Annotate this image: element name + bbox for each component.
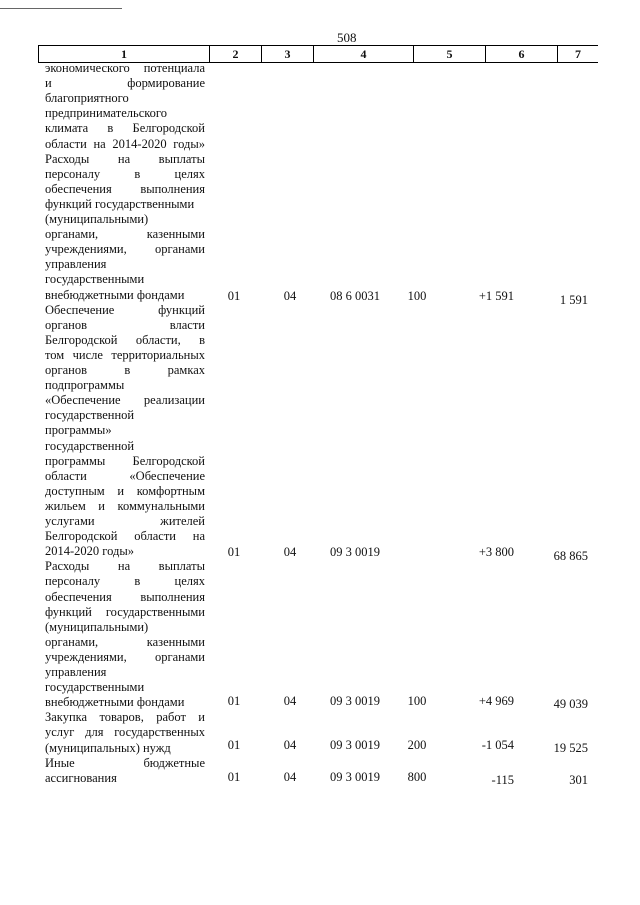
description-line: Закупка товаров, работ и (45, 710, 205, 725)
description-line: том числе территориальных (45, 347, 205, 362)
description-line: «Обеспечение реализации (45, 393, 205, 408)
description-line: программы Белгородской (45, 453, 205, 468)
row-2-col-6: +3 800 (478, 545, 514, 559)
description-line: органов власти (45, 317, 205, 332)
row-1-col-5: 100 (407, 289, 427, 303)
description-line: функций государственными (45, 604, 205, 619)
header-col-6: 6 (486, 46, 558, 62)
row-5-col-5: 800 (407, 770, 427, 784)
description-line: благоприятного (45, 91, 129, 106)
row-4-col-2: 01 (227, 738, 241, 752)
description-line: предпринимательского (45, 106, 167, 121)
description-line: доступным и комфортным (45, 483, 205, 498)
row-2-col-4: 09 3 0019 (330, 545, 380, 559)
row-4-col-6: -1 054 (481, 738, 514, 752)
description-line: персоналу в целях (45, 166, 205, 181)
description-line: государственными (45, 272, 145, 287)
row-5-col-3: 04 (283, 770, 297, 784)
description-line: услугами жителей (45, 514, 205, 528)
description-line: жильем и коммунальными (45, 498, 205, 513)
description-line: климата в Белгородской (45, 121, 205, 136)
row-5-col-4: 09 3 0019 (330, 770, 380, 784)
row-1-col-4: 08 6 0031 (330, 289, 380, 303)
description-line: Обеспечение функций (45, 302, 205, 317)
description-line: учреждениями, органами (45, 649, 205, 664)
top-rule (0, 8, 122, 9)
row-4-col-5: 200 (407, 738, 427, 752)
description-line: управления (45, 257, 107, 272)
description-line: Белгородской области, в (45, 332, 205, 347)
row-4-col-3: 04 (283, 738, 297, 752)
description-line: государственной (45, 438, 135, 453)
row-3-col-5: 100 (407, 694, 427, 708)
description-line: государственными (45, 680, 145, 695)
row-1-col-2: 01 (227, 289, 241, 303)
description-line: подпрограммы (45, 378, 125, 393)
description-line: Расходы на выплаты (45, 559, 205, 574)
header-col-4: 4 (314, 46, 414, 62)
description-line: органов в рамках (45, 363, 205, 377)
row-2-col-3: 04 (283, 545, 297, 559)
description-line: (муниципальными) (45, 619, 149, 634)
description-line: обеспечения выполнения (45, 589, 205, 604)
header-col-1: 1 (38, 46, 210, 62)
header-col-3: 3 (262, 46, 314, 62)
description-line: управления (45, 665, 107, 679)
description-line: органами, казенными (45, 227, 205, 242)
row-3-col-3: 04 (283, 694, 297, 708)
row-2-col-7: 68 865 (553, 549, 588, 563)
row-2-col-2: 01 (227, 545, 241, 559)
row-3-col-6: +4 969 (478, 694, 514, 708)
row-3-col-2: 01 (227, 694, 241, 708)
row-1-col-3: 04 (283, 289, 297, 303)
page-number: 508 (337, 30, 357, 45)
description-line: учреждениями, органами (45, 242, 205, 257)
description-line: функций государственными (45, 196, 195, 211)
description-line: 2014-2020 годы» (45, 544, 135, 559)
row-1-col-6: +1 591 (478, 289, 514, 303)
header-col-5: 5 (414, 46, 486, 62)
description-line: услуг для государственных (45, 725, 205, 740)
description-line: ассигнования (45, 770, 117, 785)
description-line: органами, казенными (45, 634, 205, 649)
description-line: внебюджетными фондами (45, 695, 185, 710)
header-col-2: 2 (210, 46, 262, 62)
description-line: (муниципальных) нужд (45, 740, 171, 755)
header-col-7: 7 (575, 47, 581, 61)
row-3-col-4: 09 3 0019 (330, 694, 380, 708)
description-line: и формирование (45, 76, 205, 91)
description-line: (муниципальными) (45, 212, 149, 226)
description-line: области на 2014-2020 годы» (45, 136, 205, 151)
row-5-col-2: 01 (227, 770, 241, 784)
description-line: персоналу в целях (45, 574, 205, 589)
row-4-col-7: 19 525 (553, 741, 588, 755)
description-line: экономического потенциала (45, 61, 205, 75)
description-line: Расходы на выплаты (45, 151, 205, 166)
description-line: Белгородской области на (45, 529, 205, 544)
row-1-col-7: 1 591 (559, 293, 588, 307)
row-5-col-7: 301 (569, 773, 588, 787)
description-line: государственной (45, 408, 135, 423)
description-line: программы» (45, 423, 112, 438)
description-line: Иные бюджетные (45, 755, 205, 770)
description-line: внебюджетными фондами (45, 287, 185, 302)
row-3-col-7: 49 039 (553, 697, 588, 711)
description-line: обеспечения выполнения (45, 181, 205, 196)
row-5-col-6: -115 (491, 773, 514, 787)
row-4-col-4: 09 3 0019 (330, 738, 380, 752)
description-line: области «Обеспечение (45, 468, 205, 483)
